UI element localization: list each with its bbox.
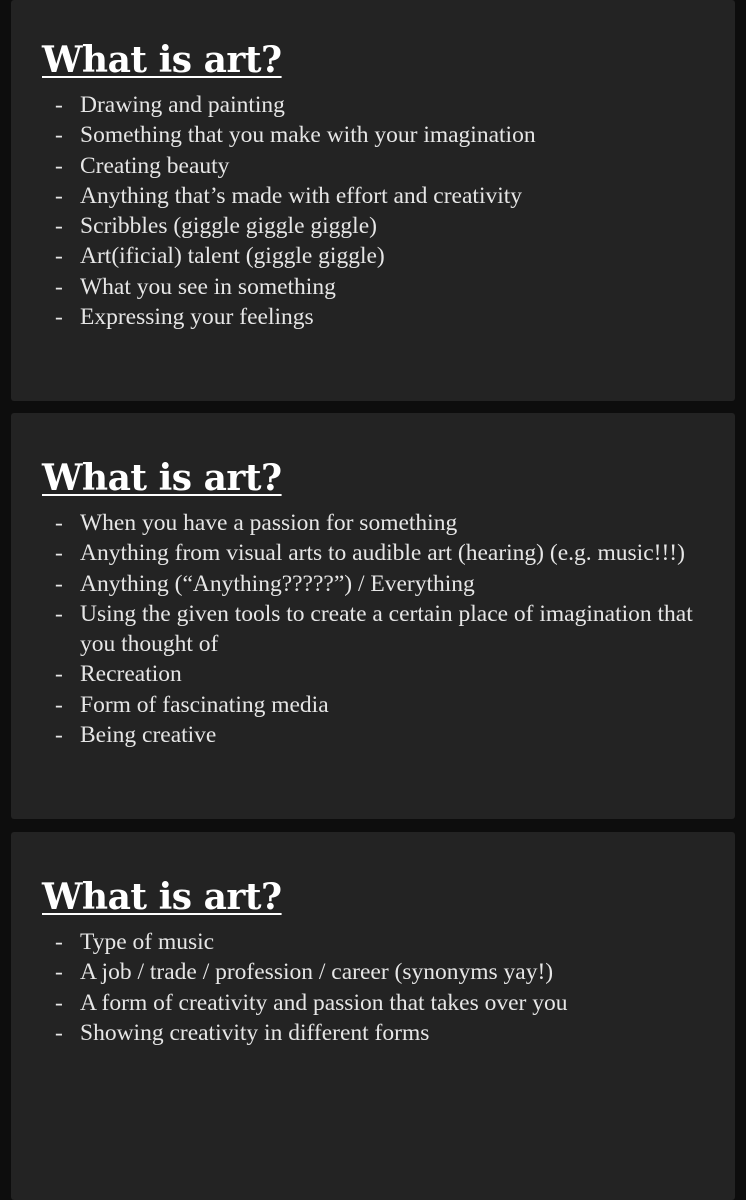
slide-title: What is art? <box>42 39 282 81</box>
list-item: - A job / trade / profession / career (synonyms yay!) <box>42 957 700 987</box>
slide-2 <box>11 413 735 819</box>
list-item: - When you have a passion for something <box>42 508 700 538</box>
list-item: - Recreation <box>42 659 700 689</box>
list-item: - Drawing and painting <box>42 90 700 120</box>
bullet-list <box>42 90 715 332</box>
list-item: - Something that you make with your imagination <box>42 120 700 150</box>
slide-3 <box>11 832 735 1200</box>
list-item: - A form of creativity and passion that takes over you <box>42 988 700 1018</box>
list-item: - Expressing your feelings <box>42 302 700 332</box>
list-item: - What you see in something <box>42 272 700 302</box>
list-item: - Scribbles (giggle giggle giggle) <box>42 211 700 241</box>
list-item: - Anything (“Anything?????”) / Everything <box>42 569 700 599</box>
list-item: - Form of fascinating media <box>42 690 700 720</box>
list-item: - Being creative <box>42 720 700 750</box>
list-item: - Showing creativity in different forms <box>42 1018 700 1048</box>
list-item: - Anything that’s made with effort and creativity <box>42 181 700 211</box>
slide-1 <box>11 0 735 401</box>
bullet-list <box>42 508 715 750</box>
slide-title: What is art? <box>42 457 282 499</box>
list-item: - Anything from visual arts to audible art (hearing) (e.g. music!!!) <box>42 538 700 568</box>
list-item: - Type of music <box>42 927 700 957</box>
bullet-list <box>42 927 715 1048</box>
list-item: - Art(ificial) talent (giggle giggle) <box>42 241 700 271</box>
slide-title: What is art? <box>42 876 282 918</box>
list-item: - Using the given tools to create a certain place of imagination that you thought of <box>42 599 700 660</box>
list-item: - Creating beauty <box>42 151 700 181</box>
